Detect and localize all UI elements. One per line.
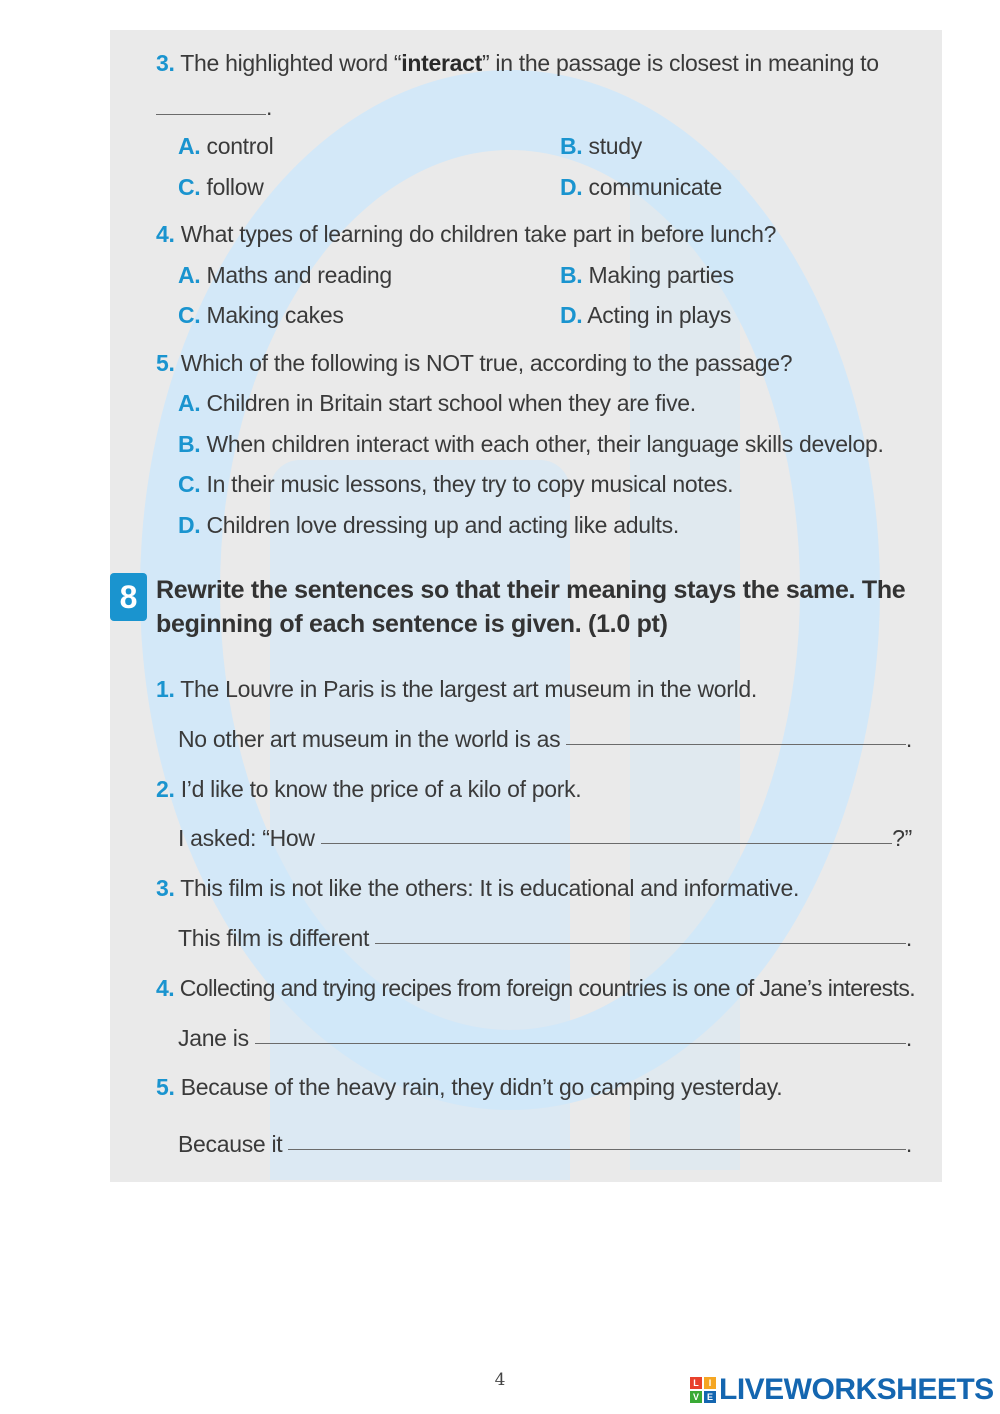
option-letter: D. xyxy=(560,302,583,328)
option-letter: D. xyxy=(560,174,583,200)
answer-start: I asked: “How xyxy=(178,825,315,851)
item-sentence: The Louvre in Paris is the largest art museum in the world. xyxy=(180,676,758,702)
punctuation: . xyxy=(905,925,912,951)
option-text: Making cakes xyxy=(206,302,344,328)
option-text: Maths and reading xyxy=(206,262,392,288)
rewrite-item-2 xyxy=(156,774,581,804)
answer-start: No other art museum in the world is as xyxy=(178,726,561,752)
option-text: control xyxy=(206,133,274,159)
answer-blank[interactable] xyxy=(375,923,906,944)
section-number-badge: 8 xyxy=(110,573,147,621)
option-letter: D. xyxy=(178,512,201,538)
answer-start: This film is different xyxy=(178,925,370,951)
punctuation: ?” xyxy=(892,825,912,851)
option-text: study xyxy=(588,133,642,159)
option-4a[interactable] xyxy=(178,260,392,290)
option-3d[interactable] xyxy=(560,172,722,202)
option-letter: B. xyxy=(178,431,201,457)
logo-icon xyxy=(690,1377,716,1403)
item-sentence: This film is not like the others: It is educational and informative. xyxy=(180,875,800,901)
option-text: follow xyxy=(206,174,264,200)
section-title-line-2: beginning of each sentence is given. (1.0 pt) xyxy=(156,610,668,638)
option-text: In their music lessons, they try to copy musical notes. xyxy=(206,471,734,497)
answer-blank[interactable] xyxy=(156,94,266,115)
worksheet-content xyxy=(110,30,942,1182)
answer-blank[interactable] xyxy=(566,724,906,745)
option-5a[interactable] xyxy=(178,388,696,418)
punctuation: . xyxy=(905,1025,912,1051)
option-letter: A. xyxy=(178,262,201,288)
option-text: Children in Britain start school when they are five. xyxy=(206,390,696,416)
option-4d[interactable] xyxy=(560,300,731,330)
option-5d[interactable] xyxy=(178,510,679,540)
item-sentence: Because of the heavy rain, they didn’t go camping yesterday. xyxy=(180,1074,783,1100)
question-text: The highlighted word “ xyxy=(180,50,402,76)
option-text: communicate xyxy=(588,174,722,200)
question-5 xyxy=(156,348,792,378)
option-4c[interactable] xyxy=(178,300,344,330)
punctuation: . xyxy=(905,1131,912,1157)
option-letter: B. xyxy=(560,262,583,288)
logo-tile: L xyxy=(690,1377,702,1389)
rewrite-item-4 xyxy=(156,973,915,1003)
option-letter: A. xyxy=(178,133,201,159)
option-letter: C. xyxy=(178,471,201,497)
rewrite-item-5 xyxy=(156,1072,782,1102)
punctuation: . xyxy=(905,726,912,752)
option-5b[interactable] xyxy=(178,429,884,459)
option-letter: C. xyxy=(178,174,201,200)
item-number: 3. xyxy=(156,875,175,901)
rewrite-answer-5 xyxy=(178,1129,912,1159)
question-text: ” in the passage is closest in meaning to xyxy=(481,50,879,76)
item-number: 2. xyxy=(156,776,175,802)
item-number: 4. xyxy=(156,975,174,1001)
question-number: 3. xyxy=(156,50,175,76)
option-3b[interactable] xyxy=(560,131,642,161)
question-text: What types of learning do children take part in before lunch? xyxy=(180,221,777,247)
question-3-line xyxy=(156,48,912,78)
option-letter: A. xyxy=(178,390,201,416)
rewrite-item-3 xyxy=(156,873,799,903)
logo-tile: E xyxy=(704,1391,716,1403)
logo-text: LIVEWORKSHEETS xyxy=(719,1373,994,1406)
question-number: 4. xyxy=(156,221,175,247)
question-text: Which of the following is NOT true, according to the passage? xyxy=(180,350,793,376)
option-4b[interactable] xyxy=(560,260,734,290)
rewrite-answer-3 xyxy=(178,923,912,953)
item-sentence: Collecting and trying recipes from foreign countries is one of Jane’s interests. xyxy=(179,975,916,1001)
answer-blank[interactable] xyxy=(255,1023,906,1044)
rewrite-answer-1 xyxy=(178,724,912,754)
item-number: 1. xyxy=(156,676,175,702)
punctuation: . xyxy=(266,94,273,120)
logo-tile: I xyxy=(704,1377,716,1389)
page-number: 4 xyxy=(494,1370,506,1390)
rewrite-answer-4 xyxy=(178,1023,912,1053)
answer-start: Because it xyxy=(178,1131,283,1157)
item-number: 5. xyxy=(156,1074,175,1100)
option-letter: B. xyxy=(560,133,583,159)
option-text: Acting in plays xyxy=(587,302,732,328)
option-text: Making parties xyxy=(588,262,734,288)
rewrite-answer-2 xyxy=(178,823,912,853)
option-letter: C. xyxy=(178,302,201,328)
option-5c[interactable] xyxy=(178,469,733,499)
question-3-blank xyxy=(156,92,272,122)
option-3a[interactable] xyxy=(178,131,273,161)
item-sentence: I’d like to know the price of a kilo of pork. xyxy=(180,776,582,802)
option-text: When children interact with each other, their language skills develop. xyxy=(206,431,884,457)
highlighted-word: interact xyxy=(401,50,482,76)
question-number: 5. xyxy=(156,350,175,376)
question-3-text xyxy=(156,48,879,78)
worksheet-panel xyxy=(110,30,942,1182)
answer-blank[interactable] xyxy=(288,1129,906,1150)
answer-blank[interactable] xyxy=(321,823,892,844)
option-text: Children love dressing up and acting like adults. xyxy=(206,512,679,538)
question-4 xyxy=(156,219,776,249)
rewrite-item-1 xyxy=(156,674,757,704)
answer-start: Jane is xyxy=(178,1025,249,1051)
section-title-line-1: Rewrite the sentences so that their meaning stays the same. The xyxy=(156,576,906,604)
option-3c[interactable] xyxy=(178,172,264,202)
liveworksheets-logo[interactable] xyxy=(690,1373,994,1407)
logo-tile: V xyxy=(690,1391,702,1403)
